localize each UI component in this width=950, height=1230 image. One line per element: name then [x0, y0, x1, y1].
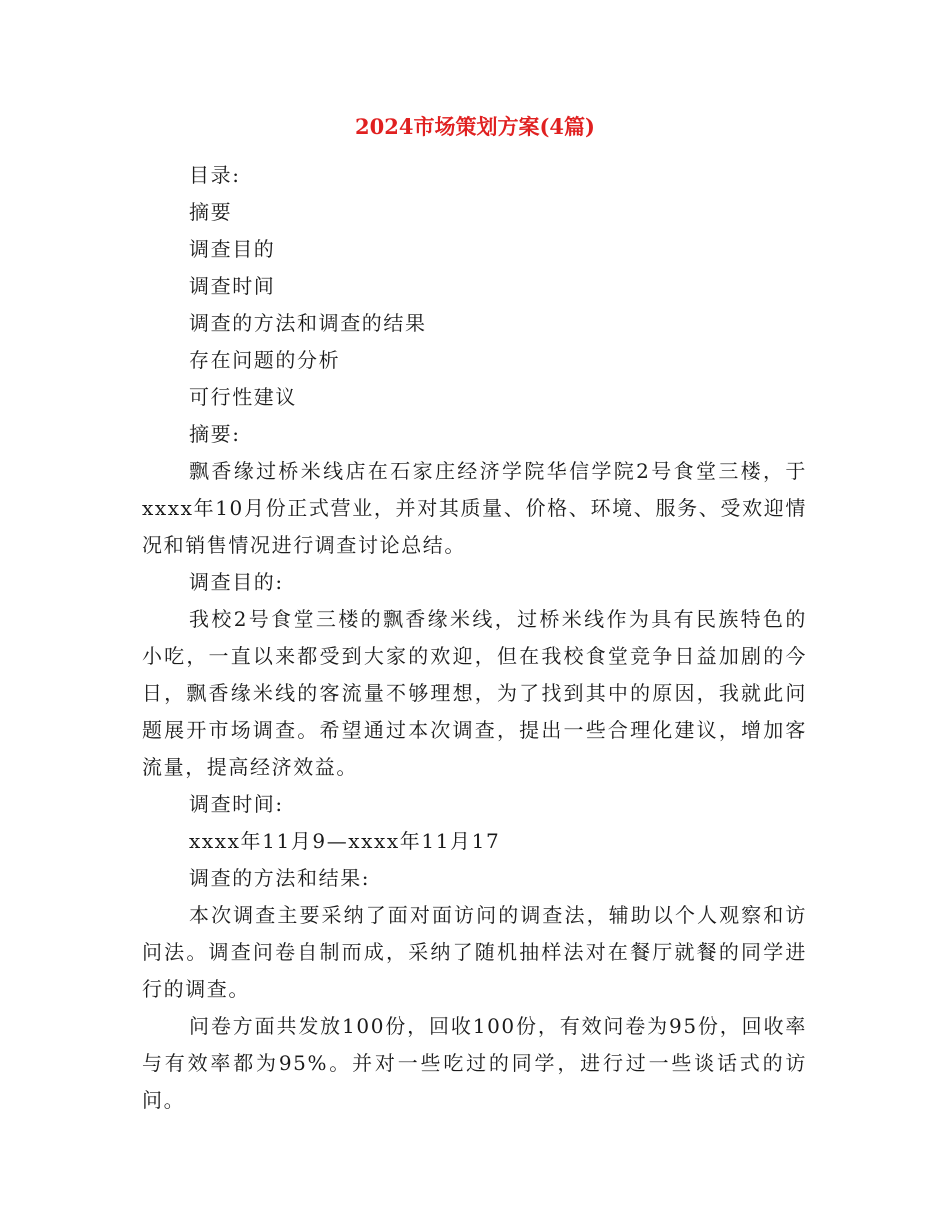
toc-item-purpose: 调查目的	[189, 237, 276, 261]
toc-item-analysis: 存在问题的分析	[189, 348, 341, 372]
method-heading: 调查的方法和结果:	[189, 866, 371, 890]
method-paragraph: 本次调查主要采纳了面对面访问的调查法，辅助以个人观察和访问法。调查问卷自制而成，采纳了随机抽样法对在餐厅就餐的同学进行的调查。	[142, 903, 807, 1001]
time-heading: 调查时间:	[189, 792, 284, 816]
toc-item-summary: 摘要	[189, 200, 233, 224]
toc-item-suggestion: 可行性建议	[189, 385, 297, 409]
time-paragraph: xxxx年11月9—xxxx年11月17	[189, 829, 501, 853]
document-title: 2024市场策划方案(4篇)	[355, 114, 595, 139]
purpose-heading: 调查目的:	[189, 570, 284, 594]
document-body	[142, 157, 807, 1119]
toc-item-method: 调查的方法和调查的结果	[189, 311, 427, 335]
toc-heading: 目录:	[189, 163, 241, 187]
questionnaire-paragraph: 问卷方面共发放100份，回收100份，有效问卷为95份，回收率与有效率都为95%。并对一些吃过的同学，进行过一些谈话式的访问。	[142, 1014, 807, 1112]
summary-heading: 摘要:	[189, 422, 241, 446]
toc-item-time: 调查时间	[189, 274, 276, 298]
summary-paragraph: 飘香缘过桥米线店在石家庄经济学院华信学院2号食堂三楼，于xxxx年10月份正式营业，并对其质量、价格、环境、服务、受欢迎情况和销售情况进行调查讨论总结。	[142, 459, 807, 557]
purpose-paragraph: 我校2号食堂三楼的飘香缘米线，过桥米线作为具有民族特色的小吃，一直以来都受到大家的欢迎，但在我校食堂竞争日益加剧的今日，飘香缘米线的客流量不够理想，为了找到其中的原因，我就此问题展开市场调查。希望通过本次调查，提出一些合理化建议，增加客流量，提高经济效益。	[142, 607, 807, 779]
